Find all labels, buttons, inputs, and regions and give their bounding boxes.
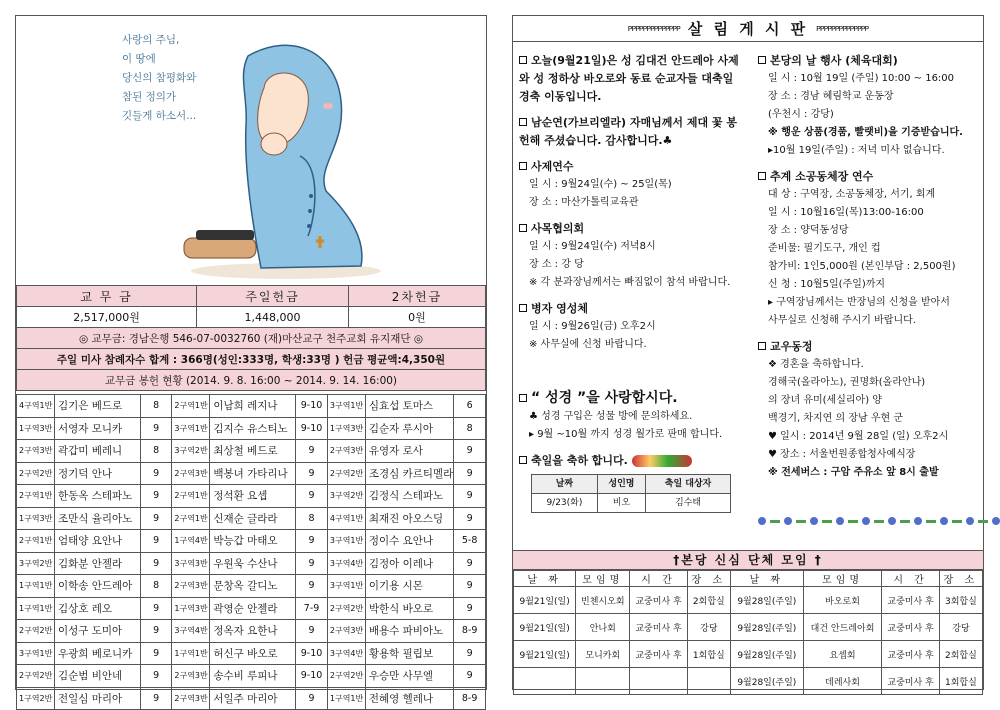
birthday-heading: 축일을 축하 합니다. [519, 452, 744, 470]
table-row [17, 552, 486, 575]
checkbox-icon [519, 394, 527, 402]
month-cell: 9 [140, 485, 172, 508]
district-cell: 2구역3반 [172, 687, 210, 710]
checkbox-icon [519, 162, 527, 170]
offering-value: 1,448,000 [197, 307, 349, 328]
notice-line: 백경기, 차지연 의 장남 우현 군 [768, 413, 903, 424]
month-cell: 7-9 [296, 597, 328, 620]
bible-line: ▸ 9월 ~10월 까지 성경 월가로 판매 합니다. [529, 429, 723, 440]
gathering-cell: 9월21일(일) [514, 587, 576, 614]
month-cell: 9 [296, 485, 328, 508]
right-page [512, 15, 984, 690]
notice-line: 장 소 : 마산가톨릭교육관 [529, 197, 639, 208]
month-cell: 9 [140, 687, 172, 710]
birthday-header: 성인명 [597, 475, 645, 494]
table-row [17, 395, 486, 418]
gathering-cell: 9월21일(일) [514, 614, 576, 641]
table-header-row [514, 571, 983, 587]
donor-name-cell: 조경심 카르티멜라 [365, 462, 453, 485]
attendance-summary: 주일 미사 참례자수 합계 : 366명(성인:333명, 학생:33명 ) 헌금 평균액:4,350원 [17, 349, 486, 370]
notice-line: ▸ 구역장님께서는 반장님의 신청을 받아서 [768, 297, 950, 308]
table-row [17, 620, 486, 643]
district-cell: 3구역4반 [327, 642, 365, 665]
district-cell: 3구역1반 [327, 575, 365, 598]
poem-line: 깃들게 하소서... [122, 110, 197, 122]
district-cell: 1구역2반 [17, 687, 55, 710]
district-cell: 2구역3반 [17, 440, 55, 463]
table-row [17, 687, 486, 710]
notice-heading [758, 52, 980, 70]
gathering-header: 모임명 [803, 571, 882, 587]
district-cell: 2구역1반 [17, 485, 55, 508]
gathering-header: 시 간 [630, 571, 687, 587]
gathering-cell [576, 668, 630, 695]
district-cell: 3구역1반 [17, 642, 55, 665]
month-cell: 8 [140, 440, 172, 463]
gathering-cell: 모니카회 [576, 641, 630, 668]
gathering-header: 시 간 [882, 571, 939, 587]
gathering-cell: 강당 [687, 614, 730, 641]
table-row [17, 485, 486, 508]
donor-name-cell: 곽갑미 베레니 [54, 440, 140, 463]
district-cell: 1구역4반 [172, 530, 210, 553]
notice-line: ♥ 일시 : 2014년 9월 28일 (일) 오후2시 [768, 431, 949, 442]
notice-line: 일 시 : 9월24일(수) 저녁8시 [529, 241, 656, 252]
table-row [17, 642, 486, 665]
month-cell: 6 [454, 395, 486, 418]
month-cell: 9 [296, 687, 328, 710]
district-cell: 2구역1반 [17, 530, 55, 553]
donor-name-cell: 유영자 로사 [365, 440, 453, 463]
offering-header: 2차헌금 [348, 286, 485, 307]
month-cell: 9 [296, 530, 328, 553]
month-cell: 9 [140, 530, 172, 553]
offering-header: 교 무 금 [17, 286, 197, 307]
gathering-cell: 9월28일(주일) [730, 641, 803, 668]
ornament: ᴩᴩᴩᴩᴩᴩᴩᴩᴩᴩᴩᴩᴩᴩ [816, 23, 869, 34]
donor-name-cell: 이남희 레지나 [210, 395, 296, 418]
donor-name-cell: 이성구 도미아 [54, 620, 140, 643]
donor-name-cell: 이학송 안드레아 [54, 575, 140, 598]
month-cell: 9 [454, 575, 486, 598]
donor-name-cell: 정이수 요안나 [365, 530, 453, 553]
district-cell: 4구역1반 [17, 395, 55, 418]
donor-name-cell: 김정아 이레나 [365, 552, 453, 575]
notice-heading-text: 사제연수 [531, 160, 574, 173]
notice-heading-text: 사목협의회 [531, 222, 585, 235]
district-cell: 3구역1반 [327, 530, 365, 553]
gathering-cell [630, 668, 687, 695]
gathering-cell: 2회합실 [687, 587, 730, 614]
checkbox-icon [519, 224, 527, 232]
month-cell: 9 [140, 597, 172, 620]
district-cell: 2구역3반 [172, 575, 210, 598]
donor-name-cell: 송수비 루피나 [210, 665, 296, 688]
poem-line: 이 땅에 [122, 53, 156, 65]
donor-name-cell: 한동옥 스테파노 [54, 485, 140, 508]
donor-name-cell: 김기은 베드로 [54, 395, 140, 418]
district-cell: 2구역1반 [172, 395, 210, 418]
notice-line: 참가비: 1인5,000원 (본인부담 : 2,500원) [768, 261, 956, 272]
gathering-cell: 9월21일(일) [514, 641, 576, 668]
notice-heading [519, 220, 744, 238]
praying-child-illustration [16, 16, 486, 284]
gathering-cell: 강당 [939, 614, 982, 641]
month-cell: 9-10 [296, 665, 328, 688]
donor-name-cell: 우승만 사무엘 [365, 665, 453, 688]
donor-name-cell: 최상철 베드로 [210, 440, 296, 463]
notice-line: 사무실로 신청해 주시기 바랍니다. [768, 315, 916, 326]
poem-line: 사랑의 주님, [122, 34, 180, 46]
flower-divider-icon [758, 517, 1000, 531]
donor-name-cell: 박한식 바오로 [365, 597, 453, 620]
gathering-table [513, 570, 983, 695]
notice-line: ※ 행운 상품(경품, 빨랫비)을 기증받습니다. [768, 127, 963, 138]
month-cell: 9 [296, 440, 328, 463]
bible-heading: “ 성경 ”을 사랑합시다. [519, 389, 744, 408]
notice-heading-text: 남순연(가브리엘라) 자매님께서 제대 꽃 봉헌해 주셨습니다. 감사합니다.♣ [519, 116, 738, 147]
notice-heading [519, 52, 744, 106]
gathering-header: 모임명 [576, 571, 630, 587]
gathering-header: 장 소 [939, 571, 982, 587]
month-cell: 9-10 [296, 395, 328, 418]
district-cell: 2구역3반 [327, 440, 365, 463]
flower-bouquet-icon [632, 455, 692, 467]
district-cell: 3구역2반 [172, 440, 210, 463]
month-cell: 9 [296, 552, 328, 575]
bible-line: ♣ 성경 구입은 성물 방에 문의하세요. [529, 411, 693, 422]
gathering-cell: 1회합실 [939, 668, 982, 695]
month-cell: 9 [454, 440, 486, 463]
ornament: ᴩᴩᴩᴩᴩᴩᴩᴩᴩᴩᴩᴩᴩᴩ [627, 23, 680, 34]
checkbox-icon [519, 456, 527, 464]
gathering-cell: 교중미사 후 [882, 614, 939, 641]
donor-name-cell: 황용학 필립보 [365, 642, 453, 665]
month-cell: 9 [454, 462, 486, 485]
table-row [514, 614, 983, 641]
district-cell: 2구역2반 [327, 462, 365, 485]
month-cell: 8 [296, 507, 328, 530]
district-cell: 2구역3반 [172, 462, 210, 485]
donor-name-cell: 김화분 안젤라 [54, 552, 140, 575]
month-cell: 9 [454, 485, 486, 508]
donor-name-cell: 우원욱 수산나 [210, 552, 296, 575]
notice-heading [758, 168, 980, 186]
gathering-cell: 3회합실 [939, 587, 982, 614]
month-cell: 9 [140, 462, 172, 485]
donor-name-cell: 정석환 요셉 [210, 485, 296, 508]
month-cell: 5-8 [454, 530, 486, 553]
notice-line: 장 소 : 강 당 [529, 259, 584, 270]
notice-line: 일 시 : 9월26일(금) 오후2시 [529, 321, 656, 332]
offering-header: 주일헌금 [197, 286, 349, 307]
offering-table [16, 285, 486, 391]
month-cell: 9 [140, 665, 172, 688]
notice-line: 장 소 : 경남 혜림학교 운동장 [768, 91, 894, 102]
poem-line: 당신의 참평화와 [122, 72, 197, 84]
gathering-cell: 2회합실 [939, 641, 982, 668]
birthday-cell: 9/23(화) [532, 494, 598, 513]
donor-name-cell: 정옥자 요한나 [210, 620, 296, 643]
checkbox-icon [758, 172, 766, 180]
donor-name-cell: 신재순 글라라 [210, 507, 296, 530]
gathering-cell: 교중미사 후 [630, 587, 687, 614]
month-cell: 9 [454, 665, 486, 688]
district-cell: 1구역3반 [327, 417, 365, 440]
donor-name-cell: 김지수 유스티노 [210, 417, 296, 440]
notice-line: (우천시 : 강당) [768, 109, 834, 120]
gathering-cell: 교중미사 후 [882, 641, 939, 668]
donor-name-cell: 박능갑 마태오 [210, 530, 296, 553]
district-cell: 3구역3반 [172, 552, 210, 575]
table-row [17, 575, 486, 598]
donor-name-cell: 백봉녀 가타리나 [210, 462, 296, 485]
district-cell: 3구역4반 [172, 620, 210, 643]
gathering-cell: 9월28일(주일) [730, 614, 803, 641]
gathering-title: †본당 신심 단체 모임 † [513, 550, 983, 570]
notice-heading-text: 병자 영성체 [531, 302, 588, 315]
notice-banner [513, 16, 983, 42]
notice-line: 일 시 : 9월24일(수) ~ 25일(목) [529, 179, 672, 190]
notice-line: 의 장녀 유미(세실리아) 양 [768, 395, 882, 406]
notice-line: ※ 각 분과장님께서는 빠짐없이 참석 바랍니다. [529, 277, 731, 288]
notice-line: ※ 사무실에 신청 바랍니다. [529, 339, 647, 350]
birthday-cell: 김수태 [646, 494, 731, 513]
notice-line: 장 소 : 양덕동성당 [768, 225, 849, 236]
district-cell: 2구역3반 [327, 620, 365, 643]
donor-name-cell: 심효섭 토마스 [365, 395, 453, 418]
checkbox-icon [758, 56, 766, 64]
donor-name-cell: 서일주 마리아 [210, 687, 296, 710]
gathering-cell: 요셉회 [803, 641, 882, 668]
month-cell: 9 [296, 575, 328, 598]
district-cell: 1구역1반 [327, 687, 365, 710]
notice-line: ※ 전세버스 : 구암 주유소 앞 8시 출발 [768, 467, 939, 478]
birthday-cell: 비오 [597, 494, 645, 513]
district-cell: 1구역1반 [17, 597, 55, 620]
table-row [17, 507, 486, 530]
gathering-cell: 교중미사 후 [630, 641, 687, 668]
checkbox-icon [519, 118, 527, 126]
notice-line: 신 청 : 10월5일(주일)까지 [768, 279, 886, 290]
district-cell: 2구역2반 [327, 597, 365, 620]
notice-heading [519, 158, 744, 176]
month-cell: 8-9 [454, 687, 486, 710]
district-cell: 3구역2반 [17, 552, 55, 575]
donor-name-cell: 이기용 시몬 [365, 575, 453, 598]
checkbox-icon [519, 56, 527, 64]
district-cell: 1구역1반 [17, 575, 55, 598]
gathering-cell: 1회합실 [687, 641, 730, 668]
month-cell: 9 [454, 642, 486, 665]
district-cell: 2구역1반 [172, 507, 210, 530]
table-row [17, 665, 486, 688]
gathering-cell: 빈첸시오회 [576, 587, 630, 614]
donor-name-cell: 김순자 루시아 [365, 417, 453, 440]
gathering-header: 날 짜 [730, 571, 803, 587]
notice-line: ❖ 경혼을 축하합니다. [768, 359, 864, 370]
district-cell: 3구역1반 [327, 395, 365, 418]
month-cell: 9 [296, 620, 328, 643]
donor-name-cell: 엄태양 요안나 [54, 530, 140, 553]
month-cell: 9 [140, 507, 172, 530]
birthday-table [531, 474, 731, 513]
notice-line: 경해국(올라아노), 권명화(올라안나) [768, 377, 926, 388]
donor-name-cell: 허신구 바오로 [210, 642, 296, 665]
gathering-cell: 교중미사 후 [882, 668, 939, 695]
gathering-cell: 9월28일(주일) [730, 587, 803, 614]
offering-value: 2,517,000원 [17, 307, 197, 328]
month-cell: 9-10 [296, 642, 328, 665]
district-cell: 1구역1반 [172, 642, 210, 665]
notice-line: 대 상 : 구역장, 소공동체장, 서기, 회계 [768, 189, 936, 200]
table-row [17, 440, 486, 463]
table-row [17, 597, 486, 620]
month-cell: 9 [140, 417, 172, 440]
notice-line: ♥ 장소 : 서울번원종합청사예식장 [768, 449, 916, 460]
donor-name-cell: 문창옥 갈디노 [210, 575, 296, 598]
month-cell: 9 [140, 552, 172, 575]
gathering-section [513, 550, 983, 695]
gathering-cell: 9월28일(주일) [730, 668, 803, 695]
notice-heading-text: 본당의 날 행사 (체육대회) [770, 54, 898, 67]
table-row [514, 668, 983, 695]
gathering-cell: 교중미사 후 [630, 614, 687, 641]
bank-account: ◎ 교무금: 경남은행 546-07-0032760 (재)마산교구 천주교회 유지재단 ◎ [17, 328, 486, 349]
district-cell: 1구역3반 [172, 597, 210, 620]
gathering-cell: 안나회 [576, 614, 630, 641]
table-row [17, 462, 486, 485]
notice-line: 일 시 : 10월16일(목)13:00-16:00 [768, 207, 924, 218]
month-cell: 9 [454, 597, 486, 620]
district-cell: 3구역4반 [327, 552, 365, 575]
notice-heading-text: 오늘(9월21일)은 성 김대건 안드레아 사제와 성 정하상 바오로와 동료 순교자들 대축일 경축 이동입니다. [519, 54, 739, 103]
donor-name-cell: 서영자 모니카 [54, 417, 140, 440]
gathering-header: 장 소 [687, 571, 730, 587]
district-cell: 2구역2반 [17, 665, 55, 688]
gathering-cell: 교중미사 후 [882, 587, 939, 614]
table-row [514, 641, 983, 668]
table-row [17, 417, 486, 440]
month-cell: 9 [296, 462, 328, 485]
notice-heading [519, 300, 744, 318]
donor-name-cell: 전일심 마리아 [54, 687, 140, 710]
district-cell: 2구역3반 [172, 665, 210, 688]
notice-heading [758, 338, 980, 356]
notice-line: 일 시 : 10월 19일 (주일) 10:00 ~ 16:00 [768, 73, 955, 84]
donor-name-cell: 배용수 파비아노 [365, 620, 453, 643]
gathering-cell: 대건 안드레아회 [803, 614, 882, 641]
district-cell: 2구역2반 [17, 462, 55, 485]
offering-period: 교무금 봉헌 현황 (2014. 9. 8. 16:00 ~ 2014. 9. 14. 16:00) [17, 370, 486, 391]
donor-name-cell: 곽영순 안젤라 [210, 597, 296, 620]
donor-name-cell: 김순범 비안네 [54, 665, 140, 688]
donor-name-cell: 정기덕 안나 [54, 462, 140, 485]
donors-table [16, 394, 486, 710]
table-row [514, 587, 983, 614]
donor-name-cell: 우광희 베로니카 [54, 642, 140, 665]
notice-title: 살 림 게 시 판 [687, 20, 809, 38]
gathering-cell: 데레사회 [803, 668, 882, 695]
kneeling-figure-icon [16, 16, 486, 284]
birthday-header: 축일 대상자 [646, 475, 731, 494]
donor-name-cell: 김정식 스테파노 [365, 485, 453, 508]
bible-section [519, 381, 744, 513]
table-row [17, 530, 486, 553]
notice-line: ▸10월 19일(주일) : 저녁 미사 없습니다. [768, 145, 945, 156]
gathering-cell: 바오로회 [803, 587, 882, 614]
checkbox-icon [758, 342, 766, 350]
left-page [15, 15, 487, 705]
notice-right-column [758, 44, 980, 482]
month-cell: 8 [454, 417, 486, 440]
notice-heading-text: 교우동정 [770, 340, 813, 353]
checkbox-icon [519, 304, 527, 312]
district-cell: 2구역2반 [17, 620, 55, 643]
month-cell: 9-10 [296, 417, 328, 440]
gathering-header: 날 짜 [514, 571, 576, 587]
month-cell: 9 [140, 642, 172, 665]
district-cell: 3구역1반 [172, 417, 210, 440]
notice-heading [519, 114, 744, 150]
month-cell: 8 [140, 575, 172, 598]
month-cell: 9 [454, 552, 486, 575]
district-cell: 3구역2반 [327, 485, 365, 508]
month-cell: 8 [140, 395, 172, 418]
donor-name-cell: 조만식 율리아노 [54, 507, 140, 530]
donor-name-cell: 김상호 레오 [54, 597, 140, 620]
offering-value: 0원 [348, 307, 485, 328]
month-cell: 9 [140, 620, 172, 643]
district-cell: 1구역3반 [17, 417, 55, 440]
district-cell: 2구역2반 [327, 665, 365, 688]
donor-name-cell: 최재진 아오스딩 [365, 507, 453, 530]
month-cell: 9 [454, 507, 486, 530]
district-cell: 4구역1반 [327, 507, 365, 530]
notice-line: 준비물: 필기도구, 개인 컵 [768, 243, 881, 254]
donor-name-cell: 전혜영 헬레나 [365, 687, 453, 710]
notice-heading-text: 추계 소공동체장 연수 [770, 170, 874, 183]
poem-line: 참된 정의가 [122, 91, 177, 103]
district-cell: 2구역1반 [172, 485, 210, 508]
month-cell: 8-9 [454, 620, 486, 643]
gathering-cell [514, 668, 576, 695]
birthday-header: 날짜 [532, 475, 598, 494]
district-cell: 1구역3반 [17, 507, 55, 530]
notice-left-column [519, 44, 744, 354]
gathering-cell [687, 668, 730, 695]
